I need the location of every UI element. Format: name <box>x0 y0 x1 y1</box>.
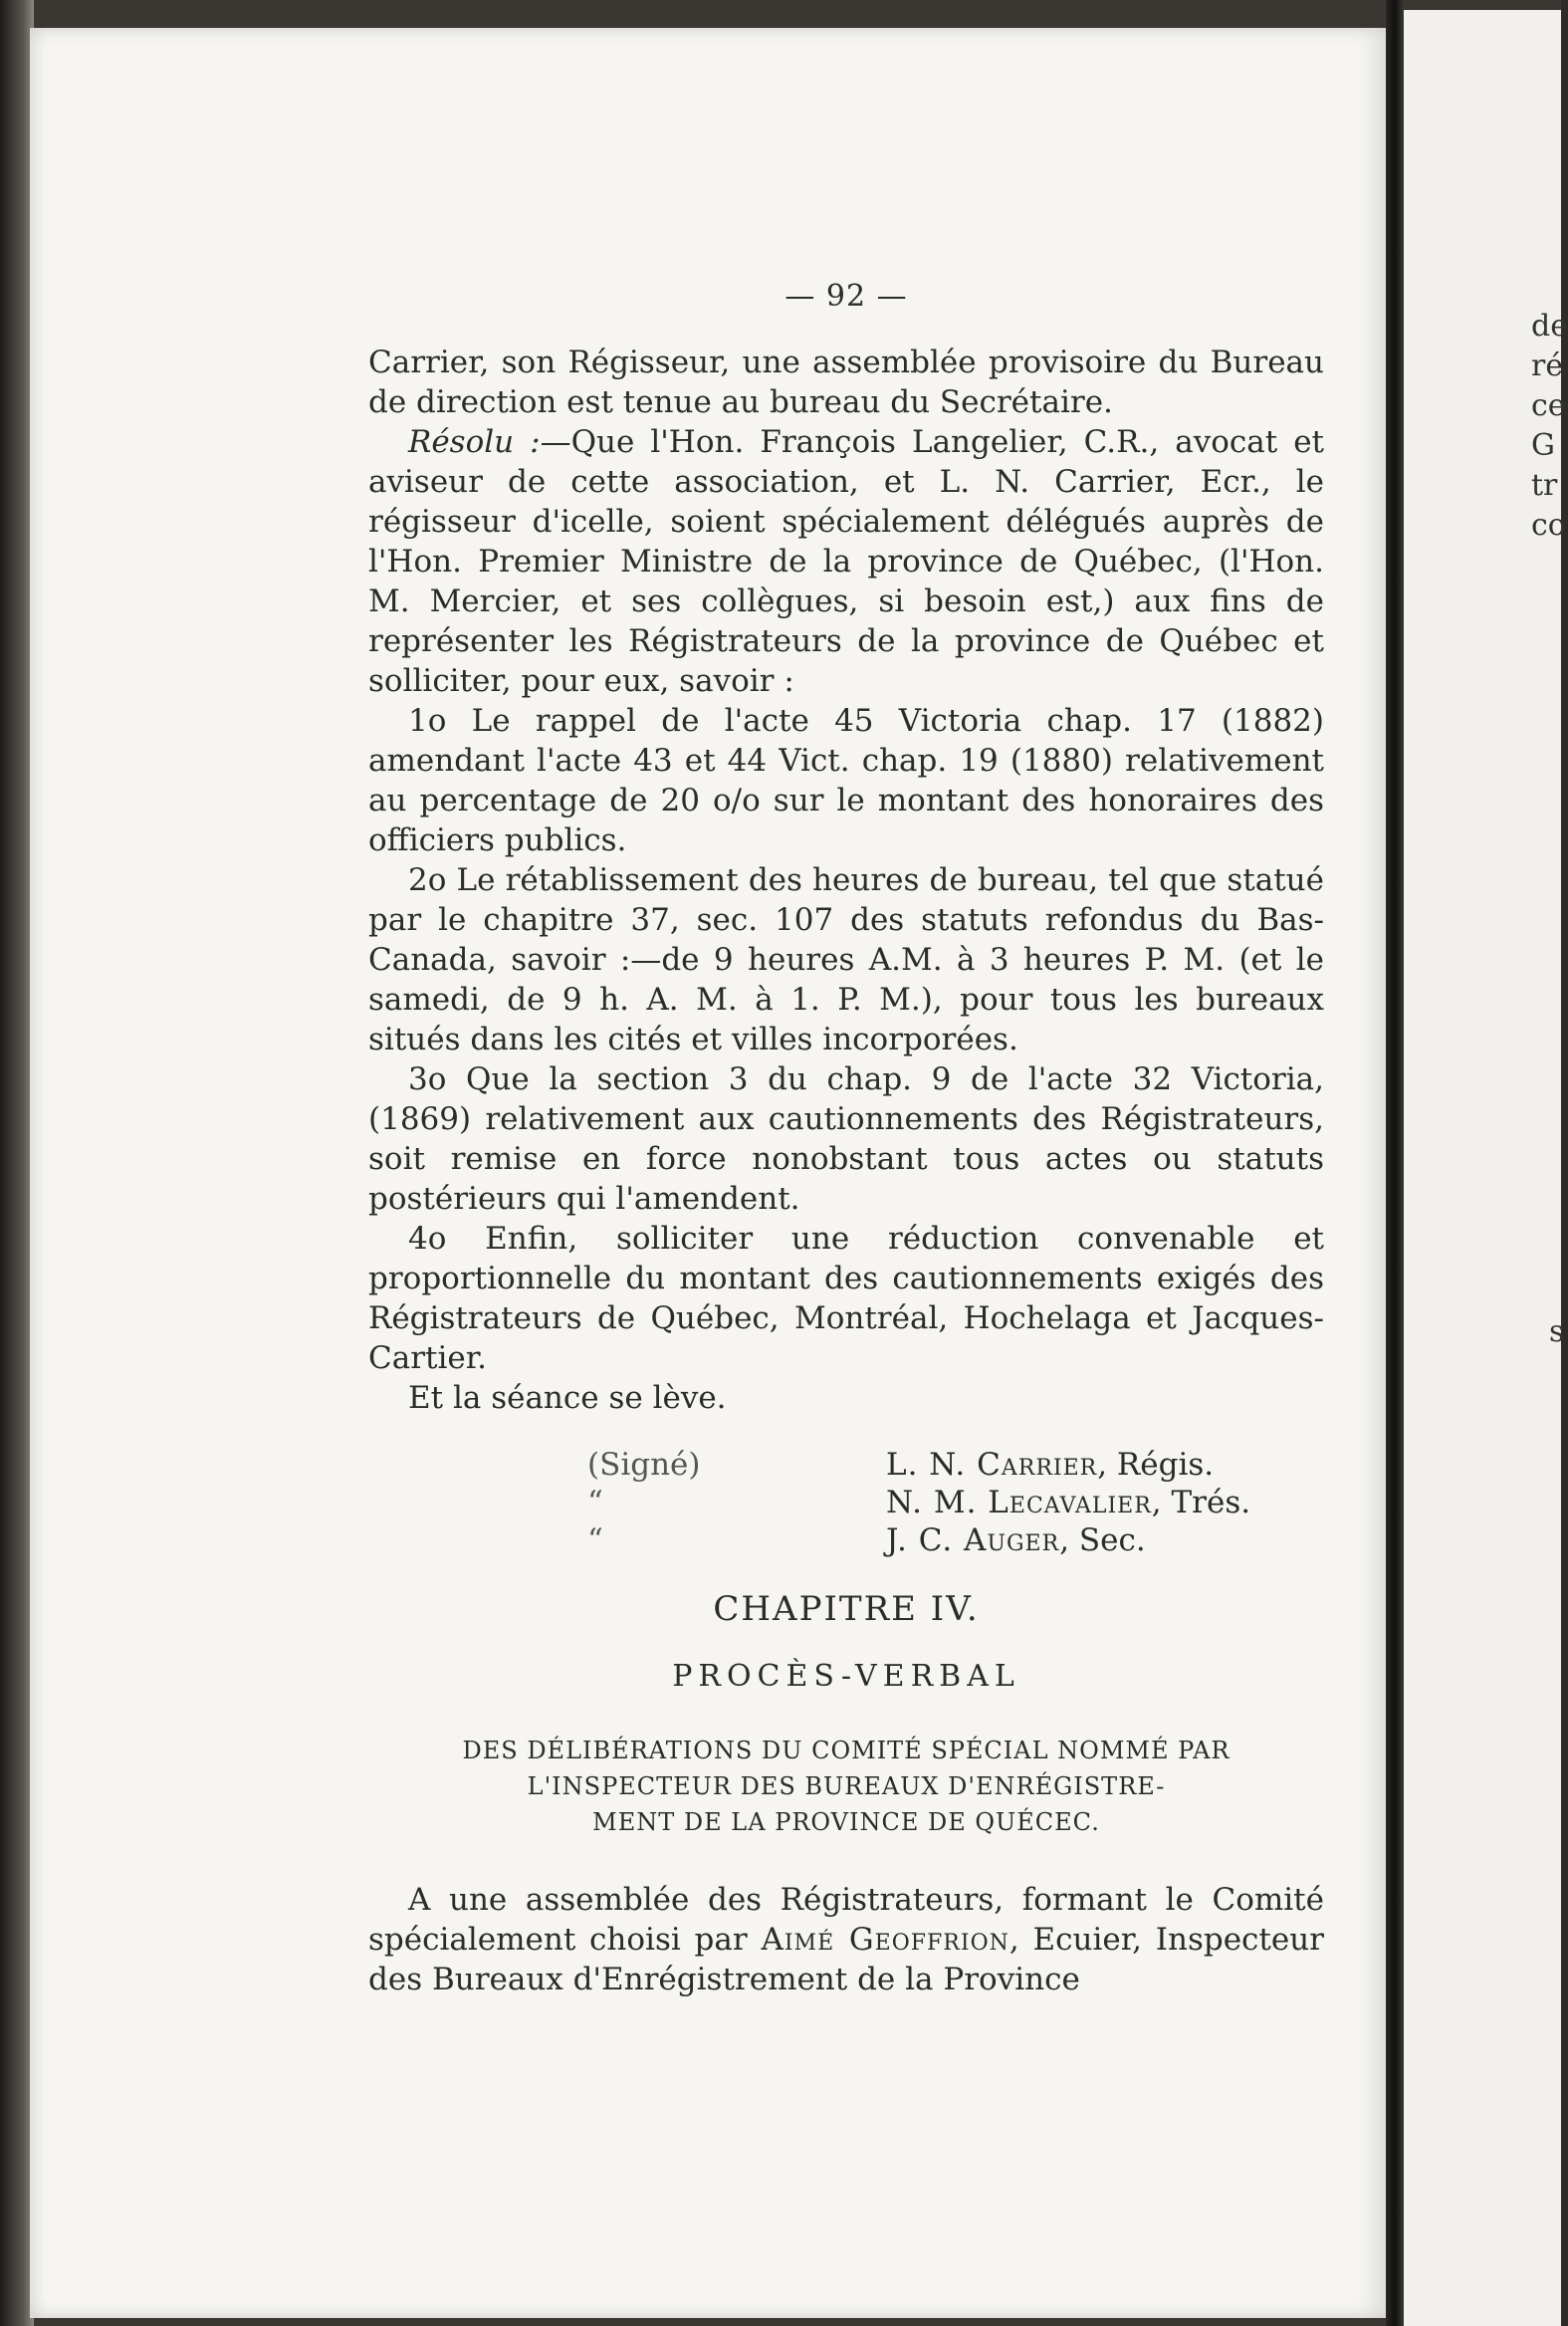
signature-row <box>368 1484 1324 1521</box>
final-text-after: , Ecuier, Inspecteur des Bureaux d'Enrégistrement de la Province <box>368 1922 1325 1997</box>
adjacent-page <box>1404 10 1568 2326</box>
paragraph-item-3: 3o Que la section 3 du chap. 9 de l'acte 32 Victoria, (1869) relativement aux cautionnements des Régistrateurs, soit remise en force nonobstant tous actes ou statuts postérieurs qui l'amendent. <box>368 1061 1324 1217</box>
chapter-subtitle <box>368 1733 1324 1840</box>
adjacent-page-fragment: ré <box>1531 349 1564 383</box>
signature-title: , Sec. <box>1059 1522 1146 1558</box>
paragraph-item-1: 1o Le rappel de l'acte 45 Victoria chap. 17 (1882) amendant l'acte 43 et 44 Vict. chap. 19 (1880) relativement au percentage de 20 o/o sur le montant des honoraires des officiers publics. <box>368 703 1324 858</box>
proces-verbal-heading: PROCÈS-VERBAL <box>672 1659 1020 1694</box>
signature-block <box>368 1446 1324 1559</box>
page-content <box>368 277 1324 1999</box>
signature-row <box>368 1521 1324 1559</box>
paragraph-final <box>368 1880 1324 1999</box>
signature-mark: “ <box>587 1485 603 1520</box>
page-number: — 92 — <box>784 279 908 314</box>
paragraph-closing: Et la séance se lève. <box>408 1380 727 1416</box>
signature-entry <box>886 1521 1324 1559</box>
signature-entry <box>886 1446 1324 1484</box>
final-text-before: A une assemblée des Régistrateurs, formant le Comité spécialement choisi par <box>368 1882 1324 1958</box>
paragraph-item-4: 4o Enfin, solliciter une réduction convenable et proportionnelle du montant des cautionnements exigés des Régistrateurs de Québec, Montréal, Hochelaga et Jacques-Cartier. <box>368 1221 1324 1376</box>
signature-mark: (Signé) <box>587 1447 701 1483</box>
subtitle-line: DES DÉLIBÉRATIONS DU COMITÉ SPÉCIAL NOMMÉ PAR <box>462 1737 1231 1764</box>
adjacent-page-fragment: ce <box>1531 388 1566 423</box>
paragraph-resolu <box>368 422 1324 701</box>
signature-title: , Régis. <box>1097 1447 1215 1483</box>
adjacent-page-fragment: co <box>1531 508 1566 543</box>
signature-row <box>368 1446 1324 1484</box>
signature-name: L. N. Carrier <box>886 1447 1098 1483</box>
adjacent-page-fragment: s <box>1549 1314 1565 1349</box>
resolu-text: Que l'Hon. François Langelier, C.R., avocat et aviseur de cette association, et L. N. Carrier, Ecr., le régisseur d'icelle, soient spécialement délégués auprès de l'Hon. Premier Ministre de la province de Québec, (l'Hon. M. Mercier, et ses collègues, si besoin est,) aux fins de représenter les Régistrateurs de la province de Québec et solliciter, pour eux, savoir : <box>368 424 1324 699</box>
inspector-name: Aimé Geoffrion <box>761 1922 1009 1958</box>
signature-name: N. M. Lecavalier <box>886 1485 1152 1520</box>
paragraph-item-2: 2o Le rétablissement des heures de bureau, tel que statué par le chapitre 37, sec. 107 des statuts refondus du Bas-Canada, savoir :—de 9 heures A.M. à 3 heures P. M. (et le samedi, de 9 h. A. M. à 1. P. M.), pour tous les bureaux situés dans les cités et villes incorporées. <box>368 862 1324 1057</box>
signature-entry <box>886 1484 1324 1521</box>
book-left-edge <box>0 0 34 2326</box>
signature-mark: “ <box>587 1522 603 1558</box>
chapter-title: CHAPITRE IV. <box>713 1589 980 1629</box>
signature-name: J. C. Auger <box>886 1522 1060 1558</box>
subtitle-line: MENT DE LA PROVINCE DE QUÉCEC. <box>592 1808 1100 1836</box>
paragraph-intro: Carrier, son Régisseur, une assemblée provisoire du Bureau de direction est tenue au bureau du Secrétaire. <box>368 345 1324 420</box>
adjacent-page-fragment: G <box>1531 428 1555 463</box>
adjacent-page-fragment: tr <box>1531 468 1558 503</box>
adjacent-page-fragment: de <box>1531 309 1568 344</box>
book-gutter <box>1386 0 1404 2326</box>
book-page <box>30 28 1389 2318</box>
subtitle-line: L'INSPECTEUR DES BUREAUX D'ENRÉGISTRE- <box>527 1772 1166 1800</box>
resolu-label: Résolu :— <box>408 424 571 460</box>
signature-title: , Trés. <box>1151 1485 1251 1520</box>
